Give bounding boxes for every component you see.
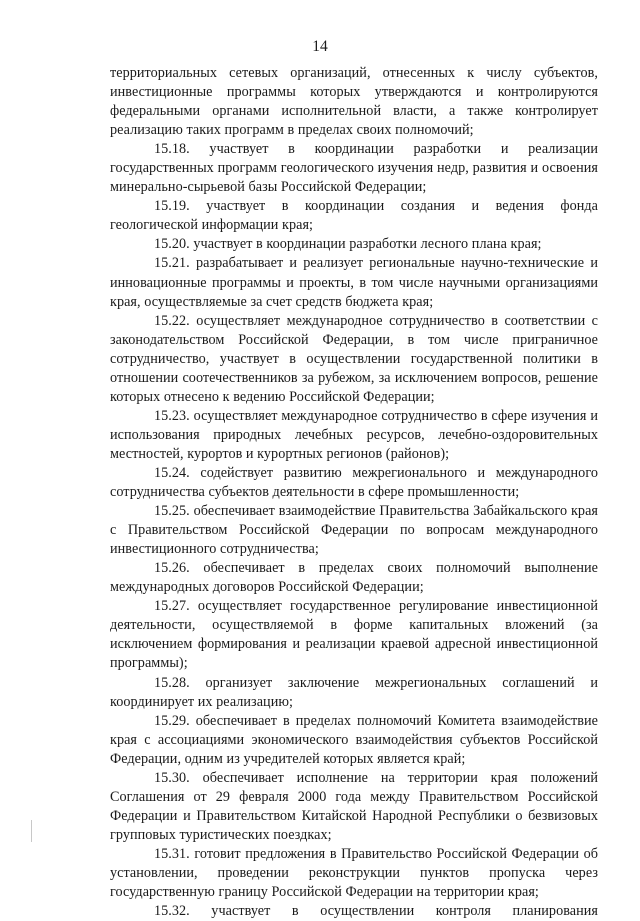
page-number: 14 [312, 38, 328, 55]
paragraph-15-25: 15.25. обеспечивает взаимодействие Правительства Забайкальского края с Правительством Российской Федерации по вопросам международного инвестиционного сотрудничества; [110, 503, 598, 558]
paragraph-15-22: 15.22. осуществляет международное сотрудничество в соответствии с законодательством Российской Федерации, в том числе приграничное сотрудничество, участвует в осуществлении государственной политики в отношении соотечественников за рубежом, за исключением вопросов, решение которых отнесено к ведению Российской Федерации; [110, 312, 598, 405]
document-body [110, 64, 598, 921]
paragraph-15-18: 15.18. участвует в координации разработки и реализации государственных программ геологического изучения недр, развития и освоения минерально-сырьевой базы Российской Федерации; [110, 141, 598, 196]
paragraph-15-27: 15.27. осуществляет государственное регулирование инвестиционной деятельности, осуществляемой в форме капитальных вложений (за исключением формирования и реализации краевой адресной инвестиционной программы); [110, 598, 598, 672]
paragraph-continuation: территориальных сетевых организаций, отнесенных к числу субъектов, инвестиционные программы которых утверждаются и контролируются федеральными органами исполнительной власти, а также контролирует реализацию таких программ в пределах своих полномочий; [110, 65, 598, 139]
paragraph-15-28: 15.28. организует заключение межрегиональных соглашений и координирует их реализацию; [110, 674, 598, 710]
paragraph-15-19: 15.19. участвует в координации создания и ведения фонда геологической информации края; [110, 198, 598, 234]
paragraph-15-32: 15.32. участвует в осуществлении контроля планирования [154, 903, 598, 920]
paragraph-15-24: 15.24. содействует развитию межрегионального и международного сотрудничества субъектов деятельности в сфере промышленности; [110, 464, 598, 501]
paragraph-15-20: 15.20. участвует в координации разработки лесного плана края; [154, 236, 542, 253]
paragraph-15-21: 15.21. разрабатывает и реализует региональные научно-технические и инновационные программы и проекты, в том числе научными организациями края, осуществляемые за счет средств бюджета края; [110, 255, 598, 310]
scan-margin-mark [31, 820, 32, 842]
paragraph-15-30: 15.30. обеспечивает исполнение на территории края положений Соглашения от 29 февраля 2000 года между Правительством Российской Федерации и Правительством Китайской Народной Республики о безвизовых групповых туристических поездках; [110, 769, 598, 843]
paragraph-15-29: 15.29. обеспечивает в пределах полномочий Комитета взаимодействие края с ассоциациями экономического взаимодействия субъектов Российской Федерации, одним из учредителей которых является край; [110, 712, 598, 767]
paragraph-15-31: 15.31. готовит предложения в Правительство Российской Федерации об установлении, проведении реконструкции пунктов пропуска через государственную границу Российской Федерации на территории края; [110, 845, 598, 901]
paragraph-15-23: 15.23. осуществляет международное сотрудничество в сфере изучения и использования природных лечебных ресурсов, лечебно-оздоровительных местностей, курортов и курортных регионов (районов); [110, 407, 598, 462]
paragraph-15-26: 15.26. обеспечивает в пределах своих полномочий выполнение международных договоров Российской Федерации; [110, 560, 598, 596]
